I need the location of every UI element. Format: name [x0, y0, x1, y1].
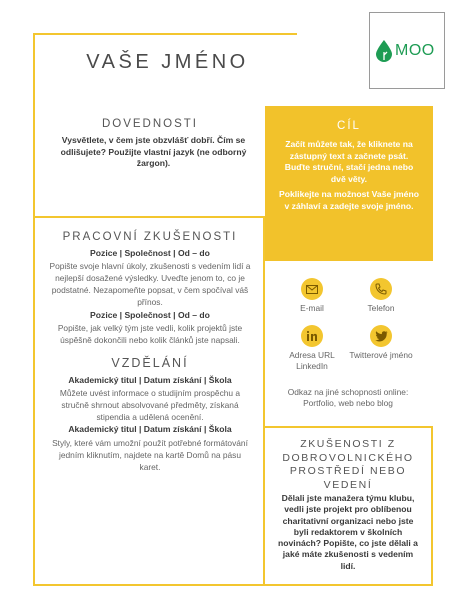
- twitter-icon: [370, 325, 392, 347]
- volunteer-text[interactable]: Dělali jste manažera týmu klubu, vedli jste projekt pro oblíbenou charitativní organizaci nebo jste byli redaktorem v školních novinách? Popište, co jste dělali a jaké máte zkušenosti s vedením lidí.: [278, 493, 418, 571]
- phone-icon: [370, 278, 392, 300]
- logo-text: MOO: [395, 42, 435, 59]
- experience-title: PRACOVNÍ ZKUŠENOSTI: [62, 231, 238, 243]
- skills-text[interactable]: Vysvětlete, v čem jste obzvlášť dobří. Čím se odlišujete? Použijte vlastní jazyk (ne odborný žargon).: [60, 135, 247, 168]
- other-skills-link[interactable]: Odkaz na jiné schopnosti online: Portfolio, web nebo blog: [287, 387, 409, 408]
- goal-title: CÍL: [337, 120, 361, 132]
- twitter-label[interactable]: Twitterové jméno: [349, 350, 413, 360]
- experience-text-1[interactable]: Popište svoje hlavní úkoly, zkušenosti s vedením lidí a nejlepší dosažené výsledky. Uveďte jenom to, co je podstatné. Nezapomeňte popsat, v čem spočíval váš přínos.: [49, 261, 251, 307]
- linkedin-label[interactable]: Adresa URL LinkedIn: [289, 350, 335, 371]
- education-title: VZDĚLÁNÍ: [111, 356, 189, 370]
- goal-text-1[interactable]: Začít můžete tak, že kliknete na zástupný text a začnete psát. Buďte struční, stačí jedna nebo dvě věty.: [284, 139, 414, 184]
- goal-text-2[interactable]: Poklikejte na možnost Vaše jméno v záhlaví a zadejte svoje jméno.: [279, 189, 419, 211]
- leaf-drop-icon: [376, 40, 392, 62]
- email-label[interactable]: E-mail: [300, 303, 324, 313]
- email-icon: [301, 278, 323, 300]
- goal-panel: [265, 106, 433, 261]
- experience-heading-1[interactable]: Pozice | Společnost | Od – do: [90, 248, 210, 258]
- volunteer-title: ZKUŠENOSTI Z DOBROVOLNICKÉHO PROSTŘEDÍ NEBO VEDENÍ: [282, 438, 414, 491]
- education-text-1[interactable]: Můžete uvést informace o studijním prospěchu a stručně shrnout absolvované předměty, získaná stipendia a udělená ocenění.: [59, 388, 241, 422]
- education-heading-2[interactable]: Akademický titul | Datum získání | Škola: [68, 424, 232, 434]
- education-heading-1[interactable]: Akademický titul | Datum získání | Škola: [68, 375, 232, 385]
- experience-heading-2[interactable]: Pozice | Společnost | Od – do: [90, 310, 210, 320]
- skills-title: DOVEDNOSTI: [101, 118, 199, 130]
- moo-logo: [369, 12, 445, 89]
- linkedin-icon: [301, 325, 323, 347]
- experience-text-2[interactable]: Popište, jak velký tým jste vedli, kolik projektů jste úspěšně dokončili nebo kolik článků jste napsali.: [57, 323, 243, 345]
- person-name[interactable]: VAŠE JMÉNO: [86, 51, 249, 73]
- phone-label[interactable]: Telefon: [367, 303, 395, 313]
- education-text-2[interactable]: Styly, které vám umožní použít potřebné formátování jedním kliknutím, najdete na kartě Domů na pásu karet.: [52, 438, 248, 472]
